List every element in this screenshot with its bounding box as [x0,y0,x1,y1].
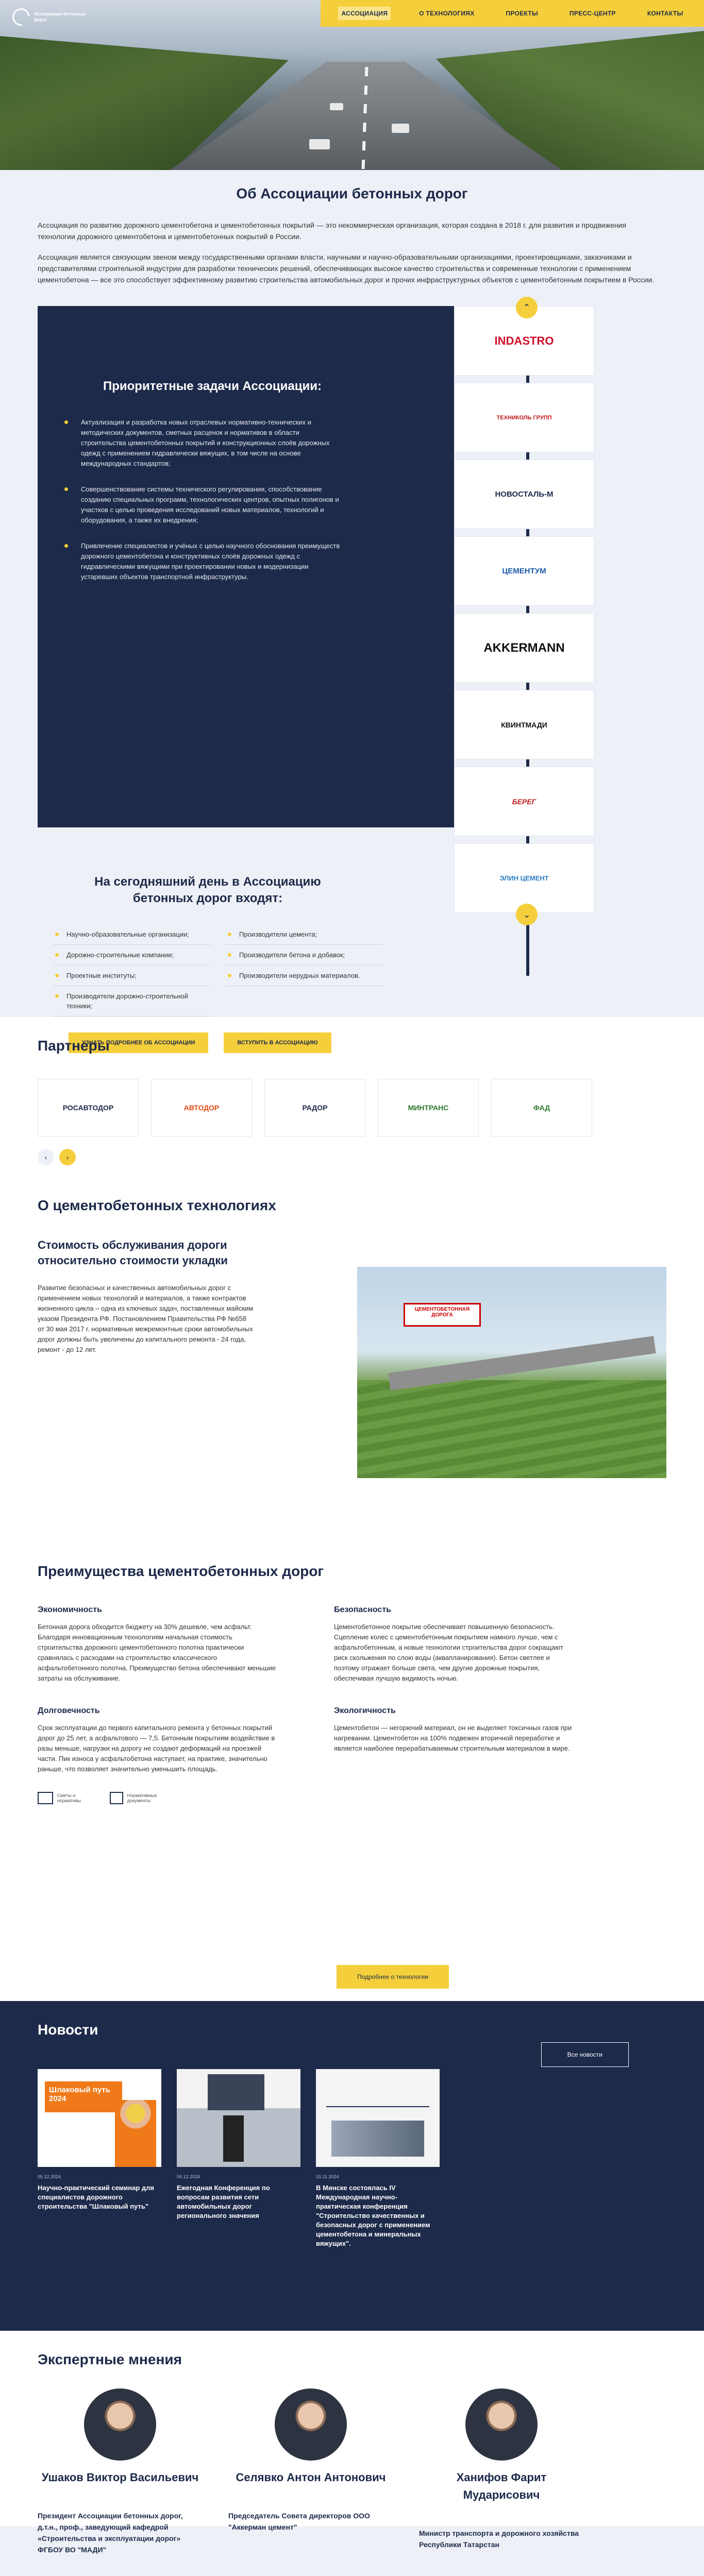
about-more-button[interactable]: УЗНАТЬ ПОДРОБНЕЕ ОБ АССОЦИАЦИИ [69,1032,208,1053]
chevron-left-icon[interactable]: ‹ [38,1149,54,1165]
partner-logo[interactable]: ФАД [491,1079,592,1137]
estimates-link[interactable]: Сметы и нормативы [38,1792,94,1804]
news-card[interactable] [316,2069,440,2248]
technology-subtitle: Стоимость обслуживания дороги относительно стоимости укладки [38,1239,228,1267]
list-item: Производители нерудных материалов. [226,965,383,986]
news-badge: Шлаковый путь 2024 [45,2081,122,2112]
advantage-durability: Долговечность Срок эксплуатации до первого капитального ремонта у бетонных покрытий дорог до 25 лет, а асфальтового — 7,5. Бетонным покрытиям воздействие в разы меньше, нагрузки на дорогу не создают деформаций на проезжей части. Пик износа у асфальтобетона наступает, на практике, значительно раньше, что позволяет значительно уменьшить площадь. [38,1706,275,1773]
member-logo-novostal[interactable]: НОВОСТАЛЬ-М [454,460,594,529]
avatar [84,2388,156,2461]
members-title: На сегодняшний день в Ассоциацию бетонных дорог входят: [94,875,321,905]
task-item: Актуализация и разработка новых отраслевых нормативно-технических и методических документов, сметных расценок и нормативов в области строительства цементобетонных покрытий и конструкционных слоёв дорожных одежд с применением гидравлически вяжущих, в том числе на основе международных стандартов; [60,417,344,469]
technology-title: О цементобетонных технологиях [38,1197,276,1213]
about-title: Об Ассоциации бетонных дорог [236,185,468,201]
expert-position: Председатель Совета директоров ООО "Аккерман цемент" [228,2512,370,2531]
partner-logo[interactable]: РАДОР [264,1079,365,1137]
task-item: Привлечение специалистов и учёных с целью научного обоснования преимуществ дорожного цементобетона и конструктивных слоёв дорожных одежд с гидравлическими вяжущими при проектировании новых и модернизации устаревших объектов транспортной инфраструктуры. [60,541,344,582]
nav-contacts[interactable]: КОНТАКТЫ [647,10,683,17]
nav-technologies[interactable]: О ТЕХНОЛОГИЯХ [419,10,475,17]
member-logo-akkermann[interactable]: AKKERMANN [454,613,594,683]
expert-card [228,2388,393,2576]
partner-logo[interactable]: РОСАВТОДОР [38,1079,139,1137]
chevron-up-icon[interactable]: ⌃ [516,297,538,318]
partner-logo[interactable]: АВТОДОР [151,1079,252,1137]
technology-section [0,1187,704,1553]
news-card[interactable] [177,2069,300,2248]
news-image [316,2069,440,2167]
news-headline: Ежегодная Конференция по вопросам развития сети автомобильных дорог регионального значения [177,2184,270,2219]
nav-projects[interactable]: ПРОЕКТЫ [506,10,539,17]
join-association-button[interactable]: ВСТУПИТЬ В АССОЦИАЦИЮ [224,1032,331,1053]
all-news-button[interactable]: Все новости [541,2042,629,2067]
partners-section [0,1017,704,1187]
task-item: Совершенствование системы технического регулирования, способствование созданию специальных программ, технологических центров, опытных полигонов и участков с целью проведения исследований новых материалов, технологий и оборудования, а также их внедрения; [60,484,344,526]
partners-title: Партнеры [38,1038,110,1054]
news-date: 15.11.2024 [316,2174,339,2179]
member-logo-cementum[interactable]: ЦЕМЕНТУМ [454,536,594,606]
avatar [275,2388,347,2461]
experts-section [0,2331,704,2576]
partner-logo[interactable]: МИНТРАНС [378,1079,479,1137]
technology-text: Развитие безопасных и качественных автомобильных дорог с применением новых технологий и материалов, а также контрактов жизненного цикла – одна из ключевых задач, поставленных майским указом Президента РФ. Постановлением Правительства РФ №658 от 30 мая 2017 г. нормативные межремонтные сроки автомобильных дорог должны быть увеличены до капитального ремонта - 24 года, ремонт - до 12 лет. [38,1284,254,1353]
list-item: Производители цемента; [226,924,383,945]
expert-name: Ушаков Виктор Васильевич [41,2471,199,2484]
member-logo-kvintmadi[interactable]: КВИНТМАДИ [454,690,594,759]
list-item: Проектные институты; [53,965,210,986]
site-logo[interactable] [12,8,96,26]
member-logo-technonicol[interactable]: ТЕХНИКОЛЬ ГРУПП [454,383,594,452]
expert-position: Президент Ассоциации бетонных дорог, д.т.н., проф., заведующий кафедрой «Строительства и эксплуатации дорог» ФГБОУ ВО "МАДИ" [38,2512,183,2554]
road-sign: ЦЕМЕНТОБЕТОННАЯ ДОРОГА [404,1303,481,1327]
experts-title: Экспертные мнения [38,2351,182,2367]
chevron-down-icon[interactable]: ⌄ [516,904,538,925]
news-title: Новости [38,2022,98,2038]
news-date: 05.12.2024 [38,2174,61,2179]
about-paragraph-2: Ассоциация является связующим звеном между государственными органами власти, научными и научно-образовательными организациями, проектировщиками, заказчиками и представителями строительной индустрии для разработки технических решений, обеспечивающих высокое качество строительства и современные технологии с применением цементобетона — все это способствует эффективному развитию строительства автомобильных дорог и прочих инфраструктурных объектов с цементобетонным покрытием в России. [38,253,655,284]
list-item: Производители бетона и добавок; [226,945,383,965]
member-logos [454,306,594,920]
member-logo-bereg[interactable]: БЕРЕГ [454,767,594,836]
advantages-section [0,1553,704,2001]
nav-association[interactable]: АССОЦИАЦИЯ [338,7,391,20]
expert-name: Селявко Антон Антонович [236,2471,386,2484]
priority-tasks-box [38,306,375,827]
list-item: Производители дорожно-строительной техники; [53,986,210,1016]
news-date: 04.12.2024 [177,2174,200,2179]
folder-icon [110,1792,123,1804]
news-headline: В Минске состоялась IV Международная научно-практическая конференция "Строительство качественных и безопасных дорог с применением цементобетона и минеральных вяжущих". [316,2184,430,2247]
chevron-right-icon[interactable]: › [59,1149,76,1165]
advantage-safety: Безопасность Цементобетонное покрытие обеспечивает повышенную безопасность. Сцепление колес с цементобетонным покрытием намного лучше, чем с асфальтобетонным, а новые технологии строительства дорог сокращают риск скольжения по слою воды (аквапланирования). Бетон светлее и поэтому отражает больше света, чем другие дорожные покрытия, обеспечивая лучшую видимость ночью. [334,1605,563,1682]
nav-press-center[interactable]: ПРЕСС-ЦЕНТР [569,10,616,17]
expert-card [419,2388,584,2576]
list-item: Научно-образовательные организации; [53,924,210,945]
member-logo-indastro[interactable]: INDASTRO [454,306,594,376]
advantage-ecology: Экологичность Цементобетон — негорючий материал, он не выделяет токсичных газов при нагревании. Цементобетон на 100% подвежен вторичной переработке и является наиболее перерабатываемым строительным материалом в мире. [334,1706,572,1752]
news-image [38,2069,161,2167]
news-section [0,2001,704,2331]
concrete-road-photo [357,1267,666,1478]
regulations-link[interactable]: Нормативные документы [110,1792,166,1804]
logo-text: Ассоциация бетонных дорог [34,11,86,22]
advantages-title: Преимущества цементобетонных дорог [38,1563,324,1579]
advantage-economy: Экономичность Бетонная дорога обходится бюджету на 30% дешевле, чем асфальт. Благодаря инновационным технологиям начальная стоимость строительства дорожного цементобетонного полотна практически сравнялась с расходами на строительство классического асфальтобетонного полотна. Преимущество бетона обеспечивают меньшие затраты на обслуживание. [38,1605,276,1682]
about-paragraph-1: Ассоциация по развитию дорожного цементобетона и цементобетонных покрытий — это некоммерческая организация, которая создана в 2018 г. для развития и продвижения технологии дорожного цементобетона и цементобетонных покрытий в России. [38,221,626,241]
news-headline: Научно-практический семинар для специалистов дорожного строительства "Шлаковый путь" [38,2184,154,2210]
members-list [53,924,383,1016]
document-icon [38,1792,53,1804]
avatar [465,2388,538,2461]
technology-more-button[interactable]: Подробнее о технологии [337,1965,449,1989]
list-item: Дорожно-строительные компании; [53,945,210,965]
main-nav [321,0,704,27]
member-logo-elin-cement[interactable]: ЭЛИН ЦЕМЕНТ [454,843,594,913]
expert-position: Министр транспорта и дорожного хозяйства Республики Татарстан [419,2529,579,2549]
logo-icon [9,5,33,29]
hero-banner [0,0,704,170]
news-image [177,2069,300,2167]
tasks-title: Приоритетные задачи Ассоциации: [103,379,322,393]
news-card[interactable] [38,2069,161,2248]
expert-name: Ханифов Фарит Мударисович [456,2471,547,2501]
expert-card [38,2388,203,2576]
